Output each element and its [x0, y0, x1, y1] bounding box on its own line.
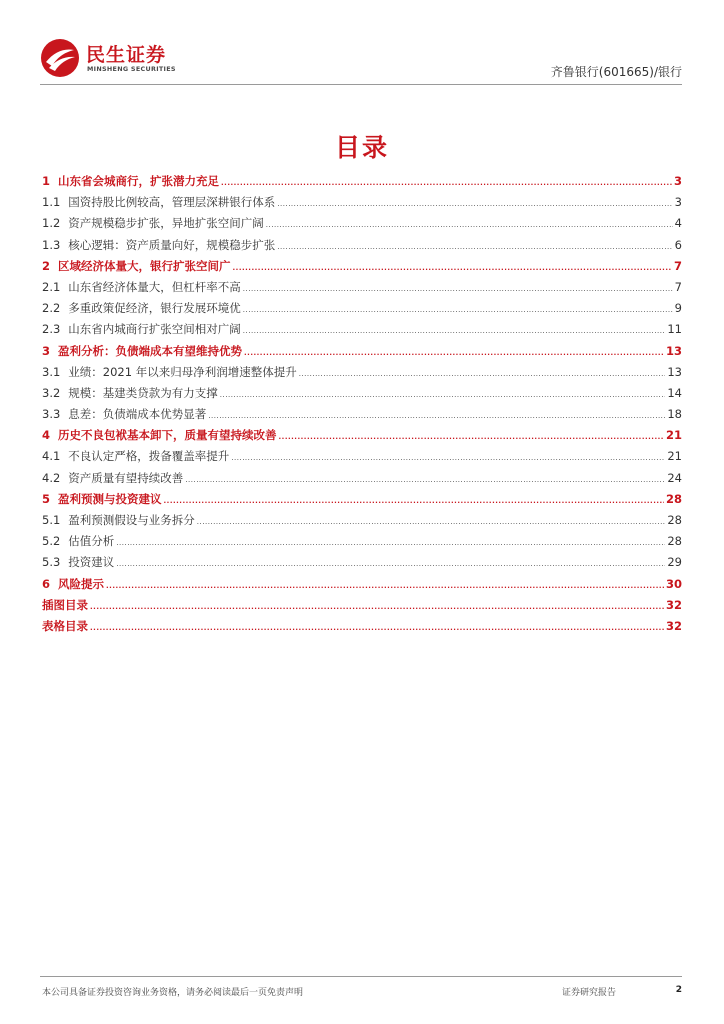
toc-section-entry[interactable] [42, 364, 682, 385]
footer-report-type: 证券研究报告 [562, 988, 617, 998]
toc-section-entry[interactable] [42, 300, 682, 321]
toc-dot-leader [279, 433, 664, 441]
toc-entry-number: 2 [42, 258, 51, 273]
toc-entry-number: 6 [42, 576, 51, 591]
toc-entry-page: 29 [667, 555, 682, 570]
toc-entry-title: 规模：基建类贷款为有力支撑 [68, 385, 218, 400]
toc-dot-leader [244, 349, 664, 357]
toc-chapter-entry[interactable] [42, 427, 682, 448]
toc-entry-number: 4 [42, 428, 51, 443]
toc-section-entry[interactable] [42, 448, 682, 469]
toc-entry-page: 11 [667, 322, 682, 337]
toc-dot-leader [233, 264, 672, 272]
toc-entry-title: 核心逻辑：资产质量向好，规模稳步扩张 [68, 237, 276, 252]
toc-entry-page: 3 [673, 174, 682, 188]
toc-entry-page: 7 [674, 279, 682, 294]
toc-entry-title: 盈利预测与投资建议 [58, 491, 162, 506]
toc-entry-page: 28 [665, 491, 682, 506]
toc-dot-leader [90, 603, 664, 611]
toc-dot-leader [116, 560, 665, 568]
toc-entry-number: 4.1 [42, 449, 61, 464]
toc-chapter-entry[interactable] [42, 576, 682, 597]
toc-entry-page: 9 [674, 301, 682, 316]
toc-dot-leader [221, 179, 672, 187]
report-subject: 齐鲁银行(601665)/银行 [550, 65, 682, 79]
toc-entry-title: 资产质量有望持续改善 [68, 470, 184, 485]
toc-entry-title: 盈利预测假设与业务拆分 [68, 513, 195, 527]
toc-entry-page: 24 [667, 470, 682, 485]
toc-entry-page: 21 [665, 428, 682, 443]
toc-entry-number: 1 [42, 174, 51, 188]
toc-entry-title: 山东省经济体量大，但杠杆率不高 [68, 279, 241, 294]
toc-dot-leader [208, 412, 665, 420]
toc-entry-number: 1.2 [42, 216, 61, 231]
toc-entry-title: 息差：负债端成本优势显著 [68, 407, 207, 422]
toc-entry-title: 资产规模稳步扩张，异地扩张空间广阔 [68, 216, 264, 231]
toc-dot-leader [197, 518, 666, 526]
toc-entry-page: 28 [667, 513, 682, 527]
toc-dot-leader [231, 454, 665, 462]
toc-dot-leader [90, 624, 664, 632]
toc-entry-number: 3.3 [42, 407, 61, 422]
table-of-contents [42, 173, 682, 639]
toc-entry-number: 5 [42, 491, 51, 506]
page-header [40, 38, 682, 85]
toc-section-entry[interactable] [42, 406, 682, 427]
company-logo [40, 38, 190, 78]
toc-entry-title: 山东省会城商行，扩张潜力充足 [58, 174, 220, 188]
toc-entry-title: 业绩：2021 年以来归母净利润增速整体提升 [68, 364, 297, 379]
toc-chapter-entry[interactable] [42, 491, 682, 512]
toc-entry-title: 盈利分析：负债端成本有望维持优势 [58, 343, 243, 358]
toc-entry-number: 2.3 [42, 322, 61, 337]
toc-entry-page: 4 [674, 216, 682, 231]
toc-dot-leader [164, 497, 664, 505]
toc-entry-page: 18 [667, 407, 682, 422]
toc-entry-number: 4.2 [42, 470, 61, 485]
toc-entry-page: 28 [667, 534, 682, 549]
toc-dot-leader [277, 200, 672, 208]
toc-section-entry[interactable] [42, 512, 682, 533]
toc-entry-title: 不良认定严格，拨备覆盖率提升 [68, 449, 230, 464]
toc-chapter-entry[interactable] [42, 597, 682, 618]
toc-entry-title: 风险提示 [58, 576, 105, 591]
toc-chapter-entry[interactable] [42, 258, 682, 279]
page-footer [40, 976, 682, 998]
toc-entry-title: 历史不良包袱基本卸下，质量有望持续改善 [58, 428, 277, 443]
toc-entry-page: 32 [665, 618, 682, 633]
toc-entry-number: 5.1 [42, 513, 61, 527]
toc-dot-leader [220, 391, 666, 399]
toc-entry-number: 1.1 [42, 195, 61, 210]
toc-section-entry[interactable] [42, 554, 682, 575]
toc-chapter-entry[interactable] [42, 343, 682, 364]
toc-entry-page: 13 [667, 364, 682, 379]
toc-dot-leader [243, 306, 673, 314]
toc-entry-page: 32 [665, 597, 682, 612]
minsheng-logo-icon [40, 38, 80, 78]
toc-entry-number: 5.3 [42, 555, 61, 570]
toc-entry-title: 多重政策促经济，银行发展环境优 [68, 301, 241, 316]
toc-entry-page: 14 [667, 385, 682, 400]
logo-english-text: MINSHENG SECURITIES [87, 65, 176, 73]
toc-entry-title: 表格目录 [42, 618, 88, 633]
logo-chinese-text: 民生证券 [86, 44, 167, 66]
toc-section-entry[interactable] [42, 279, 682, 300]
toc-section-entry[interactable] [42, 194, 682, 215]
toc-entry-page: 3 [674, 195, 682, 210]
toc-chapter-entry[interactable] [42, 618, 682, 639]
toc-entry-page: 30 [665, 576, 682, 591]
toc-dot-leader [243, 327, 666, 335]
toc-entry-title: 投资建议 [68, 555, 115, 570]
toc-entry-page: 6 [674, 237, 682, 252]
toc-dot-leader [243, 285, 673, 293]
toc-section-entry[interactable] [42, 237, 682, 258]
toc-entry-title: 国资持股比例较高，管理层深耕银行体系 [68, 195, 276, 210]
toc-entry-title: 区域经济体量大，银行扩张空间广 [58, 258, 231, 273]
toc-entry-number: 1.3 [42, 237, 61, 252]
page-number: 2 [675, 985, 682, 995]
toc-entry-number: 3 [42, 343, 51, 358]
toc-section-entry[interactable] [42, 215, 682, 236]
toc-dot-leader [106, 582, 664, 590]
toc-entry-title: 估值分析 [68, 534, 115, 549]
toc-entry-page: 21 [667, 449, 682, 464]
page-title: 目录 [334, 133, 389, 162]
toc-entry-title: 山东省内城商行扩张空间相对广阔 [68, 322, 241, 337]
toc-dot-leader [185, 476, 665, 484]
toc-section-entry[interactable] [42, 533, 682, 554]
toc-section-entry[interactable] [42, 385, 682, 406]
toc-section-entry[interactable] [42, 321, 682, 342]
toc-entry-page: 7 [673, 258, 682, 273]
toc-entry-title: 插图目录 [42, 597, 88, 612]
toc-dot-leader [277, 243, 672, 251]
toc-dot-leader [116, 539, 665, 547]
toc-entry-page: 13 [665, 343, 682, 358]
toc-entry-number: 5.2 [42, 534, 61, 549]
toc-entry-number: 2.1 [42, 279, 61, 294]
toc-chapter-entry[interactable] [42, 173, 682, 194]
toc-dot-leader [266, 221, 673, 229]
toc-dot-leader [299, 370, 666, 378]
toc-entry-number: 2.2 [42, 301, 61, 316]
toc-entry-number: 3.2 [42, 385, 61, 400]
toc-entry-number: 3.1 [42, 364, 61, 379]
toc-section-entry[interactable] [42, 470, 682, 491]
footer-disclaimer: 本公司具备证券投资咨询业务资格，请务必阅读最后一页免责声明 [42, 988, 304, 998]
